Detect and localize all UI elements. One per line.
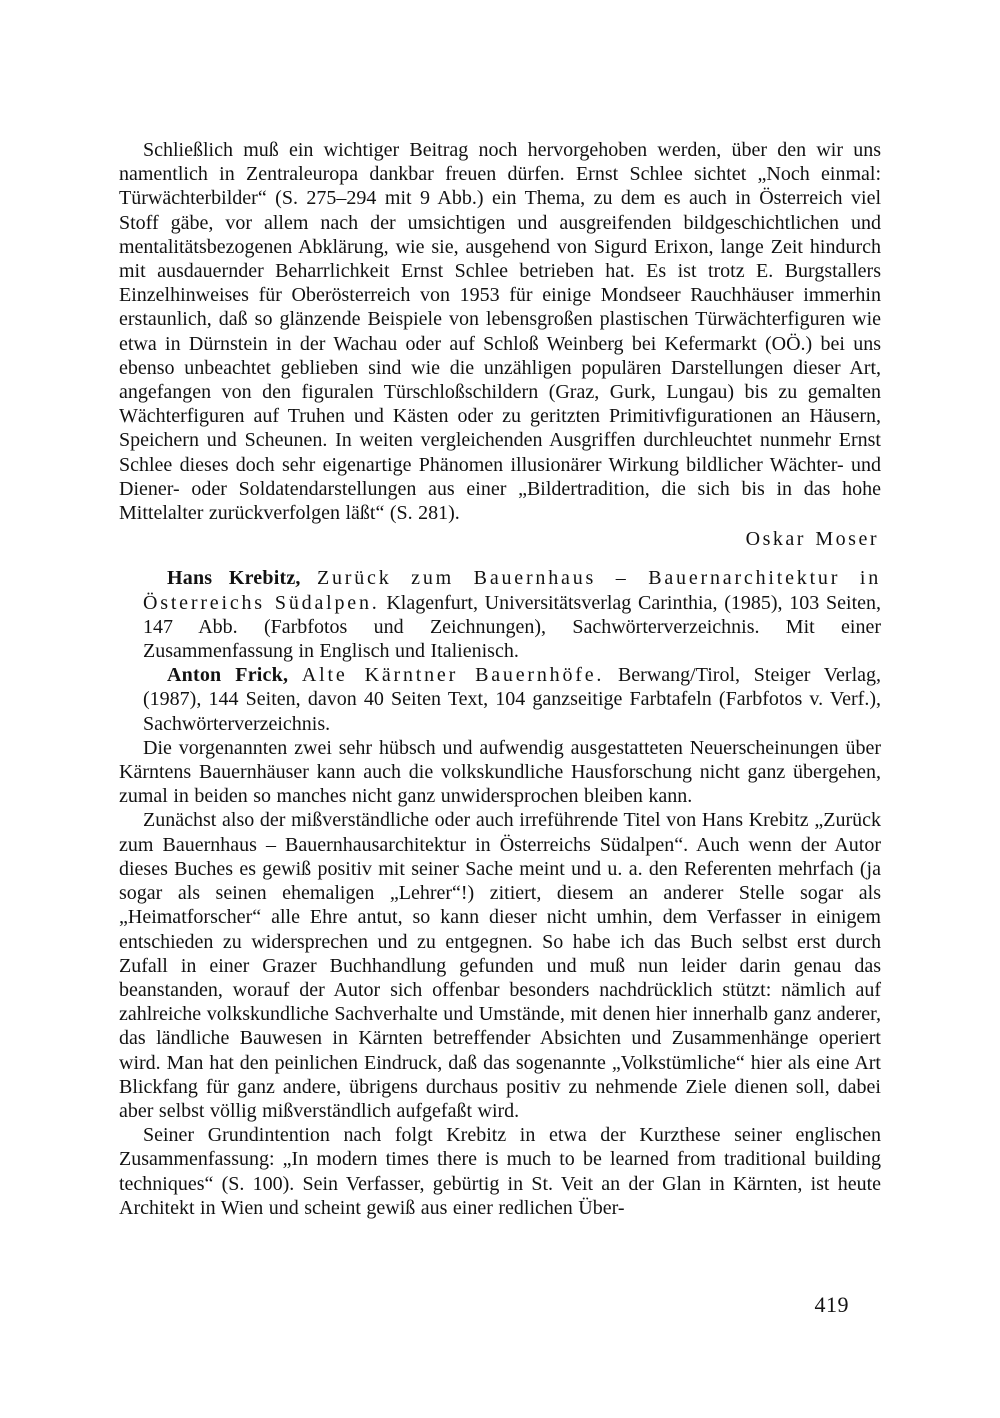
bibliography-entry-krebitz [119,566,881,663]
review-moser-paragraph: Schließlich muß ein wichtiger Beitrag noch hervorgehoben werden, über den wir uns namentlich in Zentraleuropa dankbar freuen dürfen. Ernst Schlee sichtet „Noch einmal: Türwächterbilder“ (S. 275–294 mit 9 Abb.) ein Thema, zu dem es auch in Österreich viel Stoff gäbe, vor allem nach der umsichtigen und ausgreifenden bildgeschichtlichen und mentalitätsbezogenen Abklärung, wie sie, ausgehend von Sigurd Erixon, lange Zeit hindurch mit ausdauernder Beharrlichkeit Ernst Schlee betrieben hat. Es ist trotz E. Burgstallers Einzelhinweises für Oberösterreich von 1953 für einige Mondseer Rauchhäuser immerhin erstaunlich, daß so glänzende Beispiele von lebensgroßen plastischen Türwächterfiguren wie etwa in Dürnstein in der Wachau oder auf Schloß Weinberg bei Kefermarkt (OÖ.) bei uns ebenso unbeachtet geblieben sind wie die unzähligen populären Darstellungen dieser Art, angefangen von den figuralen Türschloßschildern (Graz, Gurk, Lungau) bis zu gemalten Wächterfiguren auf Truhen und Kästen oder zu geritzten Primitivfigurationen an Häusern, Speichern und Scheunen. In weiten vergleichenden Ausgriffen durchleuchtet nunmehr Ernst Schlee dieses doch sehr eigenartige Phänomen illusionärer Wirkung bildlicher Wächter- und Diener- oder Soldatendarstellungen aus einer „Bildertradition, die sich bis in das hohe Mittelalter zurückverfolgen läßt“ (S. 281). [119,139,881,525]
page-number: 419 [814,1292,849,1317]
reviewer-signature-line [119,527,881,551]
reviewer-signature: Oskar Moser [745,528,879,551]
bib-title-krebitz: Zurück zum Bauernhaus – Bauernarchitektur in Österreichs Südalpen. [143,567,882,614]
review-krebitz-paragraph-1: Die vorgenannten zwei sehr hübsch und aufwendig ausgestatteten Neuerscheinungen über Kärntens Bauernhäuser kann auch die volkskundliche Hausforschung nicht ganz übergehen, zumal in beiden so manches nicht ganz unwidersprochen bleiben kann. [119,736,881,808]
review-krebitz-paragraph-3: Seiner Grundintention nach folgt Krebitz in etwa der Kurzthese seiner englischen Zusammenfassung: „In modern times there is much to be learned from traditional building techniques“ (S. 100). Sein Verfasser, gebürtig in St. Veit an der Glan in Kärnten, ist heute Architekt in Wien und scheint gewiß aus einer redlichen Über- [119,1124,881,1219]
bib-title-frick: Alte Kärntner Bauernhöfe. [301,664,605,687]
bib-details-krebitz: Klagenfurt, Universitätsverlag Carinthia, (1985), 103 Seiten, 147 Abb. (Farbfotos und Zeichnungen), Sachwörterverzeichnis. Mit einer Zusammenfassung in Englisch und Italienisch. [143,591,882,663]
bibliography-entry-frick [119,663,881,736]
review-moser-section [119,138,881,551]
bibliography-section [119,566,881,735]
bib-details-frick: Berwang/Tirol, Steiger Verlag, (1987), 144 Seiten, davon 40 Seiten Text, 104 ganzseitige Farbtafeln (Farbfotos v. Verf.), Sachwörterverzeichnis. [143,664,881,735]
text-column [119,138,881,1220]
bib-author-frick: Anton Frick, [167,664,289,687]
review-krebitz-paragraph-2: Zunächst also der mißverständliche oder auch irreführende Titel von Hans Krebitz „Zurück zum Bauernhaus – Bauernhausarchitektur in Österreichs Südalpen“. Auch wenn der Autor dieses Buches es gewiß positiv mit seiner Sache meint und u. a. den Referenten mehrfach (ja sogar als seinen ehemaligen „Lehrer“!) zitiert, diesem an anderer Stelle sogar als „Heimatforscher“ alle Ehre antut, so kann dieser nicht umhin, dem Verfasser in einigem entschieden zu widersprechen und zu entgegnen. So habe ich das Buch selbst erst durch Zufall in einer Grazer Buchhandlung gefunden und muß nun leider darin genau das beanstanden, worauf der Autor sich offenbar besonders nachdrücklich stützt: nämlich auf zahlreiche volkskundliche Sachverhalte und Umstände, mit denen hier innerhalb ganz anderer, das ländliche Bauwesen in Kärnten betreffender Absichten und Zusammenhänge operiert wird. Man hat den peinlichen Eindruck, daß das sogenannte „Volkstümliche“ hier als eine Art Blickfang für ganz andere, übrigens durchaus positiv zu nehmende Ziele dienen soll, dabei aber selbst völlig mißverständlich aufgefaßt wird. [119,809,881,1122]
review-krebitz-section [119,736,881,1220]
bib-author-krebitz: Hans Krebitz, [167,567,301,590]
